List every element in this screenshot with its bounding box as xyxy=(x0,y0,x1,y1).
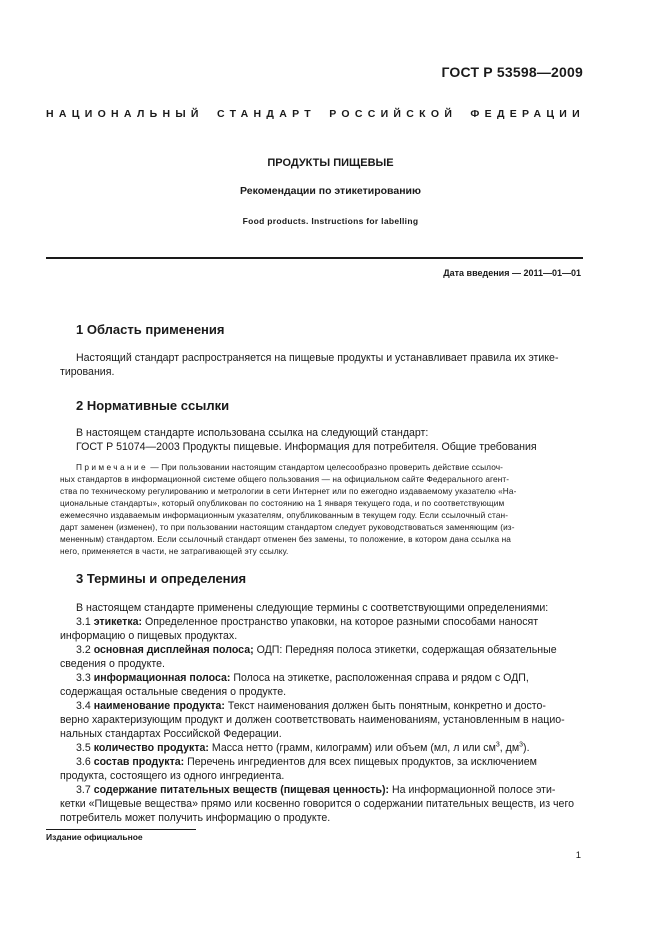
term-3-1-name: этикетка: xyxy=(93,616,143,628)
note-line-7: мененным) стандартом. Если ссылочный стандарт отменен без замены, то положение, в котором дана ссылка на xyxy=(60,534,511,544)
section-1-heading: 1 Область применения xyxy=(76,322,225,337)
note-line-2: ных стандартов в информационной системе общего пользования — на официальном сайте Федерального агент- xyxy=(60,474,510,484)
term-3-3: 3.3 информационная полоса: Полоса на этикетке, расположенная справа и рядом с ОДП, xyxy=(76,672,529,684)
section-3-intro: В настоящем стандарте применены следующие термины с соответствующими определениями: xyxy=(76,602,549,614)
note-label: Примечание xyxy=(76,462,149,472)
term-3-4-line-2: верно характеризующим продукт и должен соответствовать наименованиям, установленным в нацио- xyxy=(60,714,565,726)
section-2-heading: 2 Нормативные ссылки xyxy=(76,398,230,413)
section-1-text-line-2: тирования. xyxy=(60,366,115,378)
term-3-4-line-3: нальных стандартах Российской Федерации. xyxy=(60,728,282,740)
term-3-6-name: состав продукта: xyxy=(93,756,185,768)
term-3-5: 3.5 количество продукта: Масса нетто (грамм, килограмм) или объем (мл, л или $см^3$, $дм^3$). xyxy=(76,741,530,754)
section-3-heading: 3 Термины и определения xyxy=(76,571,247,586)
note-line-5: ежемесячно издаваемым информационным указателям, опубликованным в текущем году. Если ссылочный стан- xyxy=(60,510,509,520)
official-edition-label: Издание официальное xyxy=(46,832,143,842)
term-3-2: 3.2 основная дисплейная полоса; ОДП: Передняя полоса этикетки, содержащая обязательные xyxy=(76,644,557,656)
term-3-7: 3.7 содержание питательных веществ (пищевая ценность): На информационной полосе эти- xyxy=(76,784,556,796)
section-1-text-line-1: Настоящий стандарт распространяется на пищевые продукты и устанавливает правила их этике- xyxy=(76,352,559,364)
term-3-6: 3.6 состав продукта: Перечень ингредиентов для всех пищевых продуктов, за исключением xyxy=(76,756,537,768)
term-3-2-line-2: сведения о продукте. xyxy=(60,658,165,670)
document-title-english: Food products. Instructions for labelling xyxy=(242,216,419,226)
document-title: ПРОДУКТЫ ПИЩЕВЫЕ xyxy=(267,157,394,169)
page-number: 1 xyxy=(575,850,581,861)
document-subtitle: Рекомендации по этикетированию xyxy=(240,185,421,197)
normative-reference: ГОСТ Р 51074—2003 Продукты пищевые. Информация для потребителя. Общие требования xyxy=(76,441,537,453)
term-3-7-name: содержание питательных веществ (пищевая ценность): xyxy=(93,784,390,796)
term-3-1-line-2: информацию о пищевых продуктах. xyxy=(60,630,238,642)
term-3-2-name: основная дисплейная полоса; xyxy=(93,644,254,656)
term-3-5-name: количество продукта: xyxy=(93,742,209,754)
document-code: ГОСТ Р 53598—2009 xyxy=(441,64,583,80)
term-3-3-line-2: содержащая остальные сведения о продукте. xyxy=(60,686,287,698)
section-2-text-line-1: В настоящем стандарте использована ссылка на следующий стандарт: xyxy=(76,427,429,439)
term-3-7-line-2: кетки «Пищевые вещества» прямо или косвенно говорится о содержании питательных веществ, из чего xyxy=(60,798,574,810)
footer-divider xyxy=(46,829,196,830)
note-line-8: него, применяется в части, не затрагивающей эту ссылку. xyxy=(60,546,289,556)
note-line-1: Примечание — При пользовании настоящим стандартом целесообразно проверить действие ссылоч- xyxy=(76,462,504,472)
term-3-4: 3.4 наименование продукта: Текст наименования должен быть понятным, конкретно и досто- xyxy=(76,700,546,712)
introduction-date: Дата введения — 2011—01—01 xyxy=(443,268,581,278)
national-standard-banner: НАЦИОНАЛЬНЫЙ СТАНДАРТ РОССИЙСКОЙ ФЕДЕРАЦИИ xyxy=(46,108,585,120)
note-line-4: циональные стандарты», который опубликован по состоянию на 1 января текущего года, и по соответствующим xyxy=(60,498,505,508)
note-line-6: дарт заменен (изменен), то при пользовании настоящим стандартом следует руководствоваться заменяющим (из- xyxy=(60,522,515,532)
title-divider xyxy=(46,257,583,259)
term-3-6-line-2: продукта, состоящего из одного ингредиента. xyxy=(60,770,285,782)
term-3-4-name: наименование продукта: xyxy=(93,700,225,712)
term-3-3-name: информационная полоса: xyxy=(93,672,231,684)
term-3-7-line-3: потребитель может получить информацию о продукте. xyxy=(60,812,331,824)
note-line-3: ства по техническому регулированию и метрологии в сети Интернет или по ежегодно издаваемому указателю «На- xyxy=(60,486,517,496)
term-3-1: 3.1 этикетка: Определенное пространство упаковки, на которое разными способами наносят xyxy=(76,616,539,628)
